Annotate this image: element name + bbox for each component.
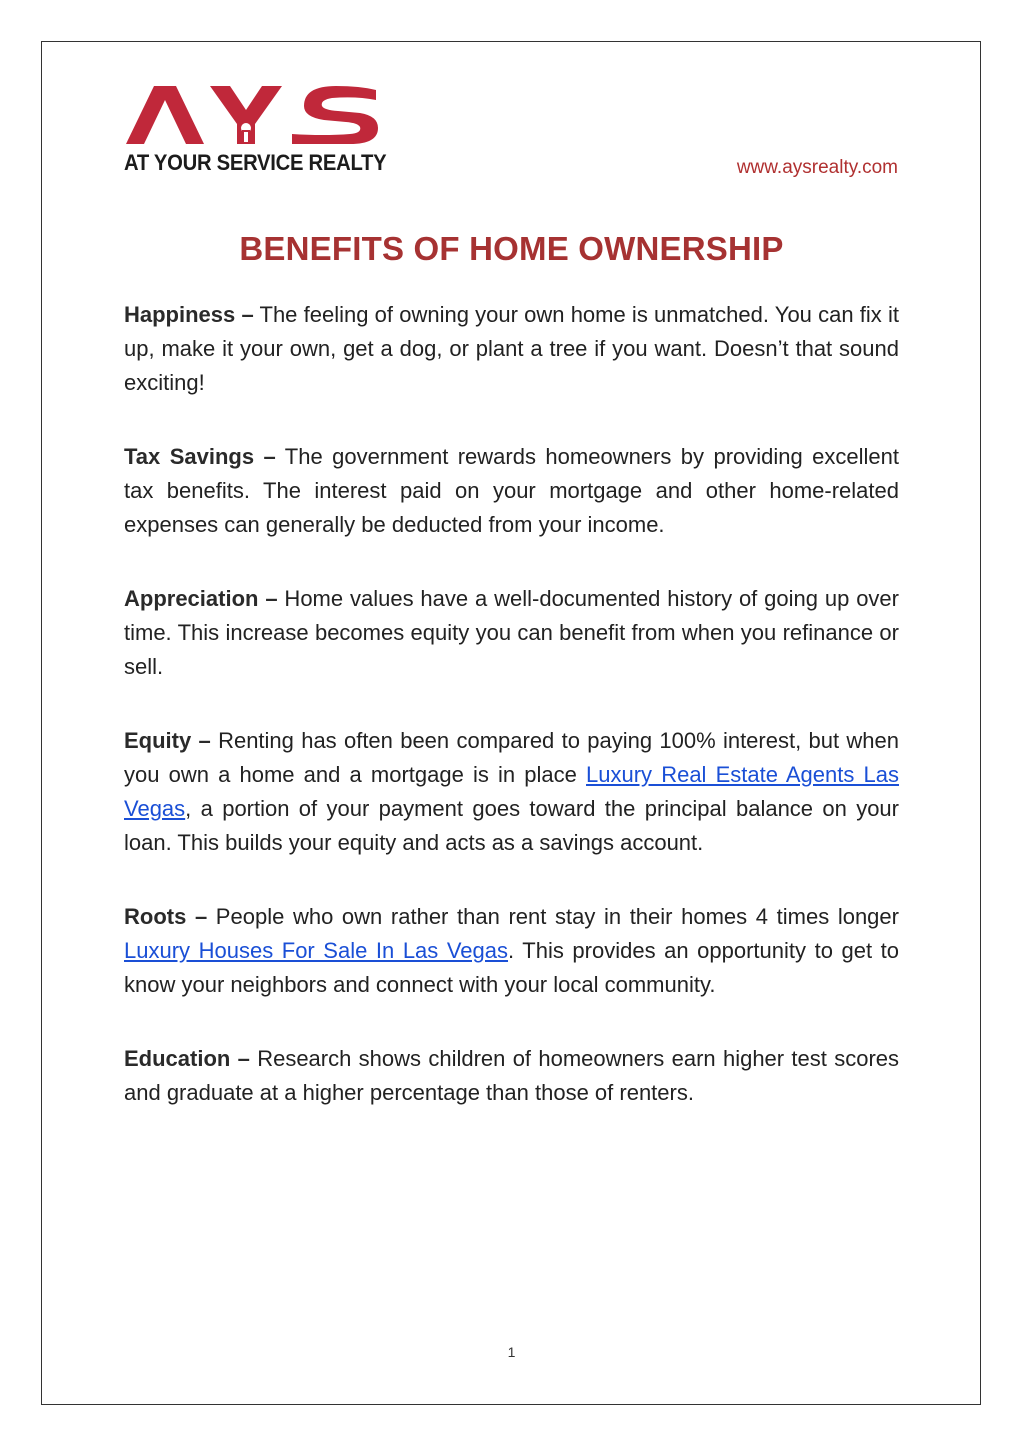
benefit-text: The feeling of owning your own home is unmatched. You can fix it up, make it your own, get a dog, or plant a tree if you want. Doesn’t that sound exciting!	[124, 302, 899, 395]
benefit-term: Happiness –	[124, 302, 254, 327]
page-number: 1	[507, 1344, 516, 1360]
benefit-term: Equity –	[124, 728, 211, 753]
benefit-term: Roots –	[124, 904, 208, 929]
benefit-roots	[124, 900, 899, 1002]
real-estate-agents-link[interactable]: Luxury Real Estate Agents Las Vegas	[124, 762, 899, 821]
website-link[interactable]: www.aysrealty.com	[736, 157, 898, 178]
benefit-text: . This provides an opportunity to get to know your neighbors and connect with your local community.	[124, 938, 899, 997]
benefit-text: Home values have a well-documented history of going up over time. This increase becomes equity you can benefit from when you refinance or sell.	[124, 586, 899, 679]
benefit-education	[124, 1042, 899, 1110]
benefit-happiness	[124, 298, 899, 400]
benefit-term: Education –	[124, 1046, 250, 1071]
benefit-text: Renting has often been compared to paying 100% interest, but when you own a home and a mortgage is in place	[124, 728, 899, 787]
benefit-text: The government rewards homeowners by providing excellent tax benefits. The interest paid on your mortgage and other home-related expenses can generally be deducted from your income.	[124, 444, 900, 537]
logo-tagline: AT YOUR SERVICE REALTY	[124, 150, 387, 175]
benefit-text: People who own rather than rent stay in their homes 4 times longer	[207, 904, 899, 929]
logo-ays-mark	[124, 84, 380, 146]
benefit-term: Appreciation –	[124, 586, 278, 611]
page-title: BENEFITS OF HOME OWNERSHIP	[239, 230, 784, 267]
benefits-list	[124, 298, 899, 1150]
company-logo	[124, 84, 387, 178]
benefit-equity	[124, 724, 899, 860]
benefit-text: Research shows children of homeowners earn higher test scores and graduate at a higher percentage than those of renters.	[124, 1046, 900, 1105]
benefit-term: Tax Savings –	[124, 444, 276, 469]
benefit-appreciation	[124, 582, 899, 684]
logo-letters	[124, 84, 380, 146]
houses-for-sale-link[interactable]: Luxury Houses For Sale In Las Vegas	[124, 938, 509, 963]
benefit-text: , a portion of your payment goes toward the principal balance on your loan. This builds your equity and acts as a savings account.	[124, 796, 899, 855]
benefit-tax-savings	[124, 440, 899, 542]
